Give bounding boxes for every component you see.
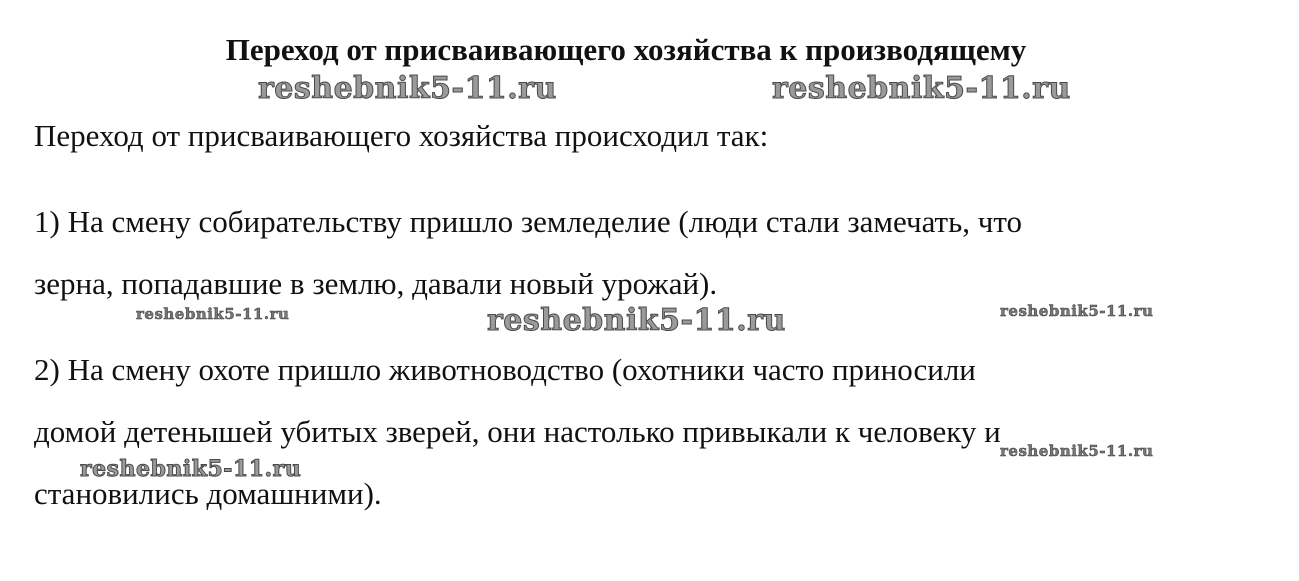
point-2-line-1: 2) На смену охоте пришло животноводство (охотники часто приносили: [34, 352, 976, 387]
watermark-logo: reshebnik5-11.ru: [136, 305, 290, 323]
watermark-logo: reshebnik5-11.ru: [80, 456, 302, 482]
point-1-line-1: 1) На смену собирательству пришло земледелие (люди стали замечать, что: [34, 204, 1022, 239]
watermark-logo: reshebnik5-11.ru: [487, 303, 786, 338]
point-1-line-2: зерна, попадавшие в землю, давали новый урожай).: [34, 266, 718, 301]
point-2-line-2: домой детенышей убитых зверей, они настолько привыкали к человеку и: [34, 414, 1001, 449]
watermark-logo: reshebnik5-11.ru: [1000, 442, 1154, 460]
watermark-logo: reshebnik5-11.ru: [1000, 302, 1154, 320]
watermark-logo: reshebnik5-11.ru: [258, 71, 557, 106]
point-2-line-3: становились домашними).: [34, 476, 382, 511]
watermark-logo: reshebnik5-11.ru: [772, 71, 1071, 106]
intro-paragraph: Переход от присваивающего хозяйства происходил так:: [34, 118, 769, 153]
page-title: Переход от присваивающего хозяйства к производящему: [225, 32, 1027, 67]
